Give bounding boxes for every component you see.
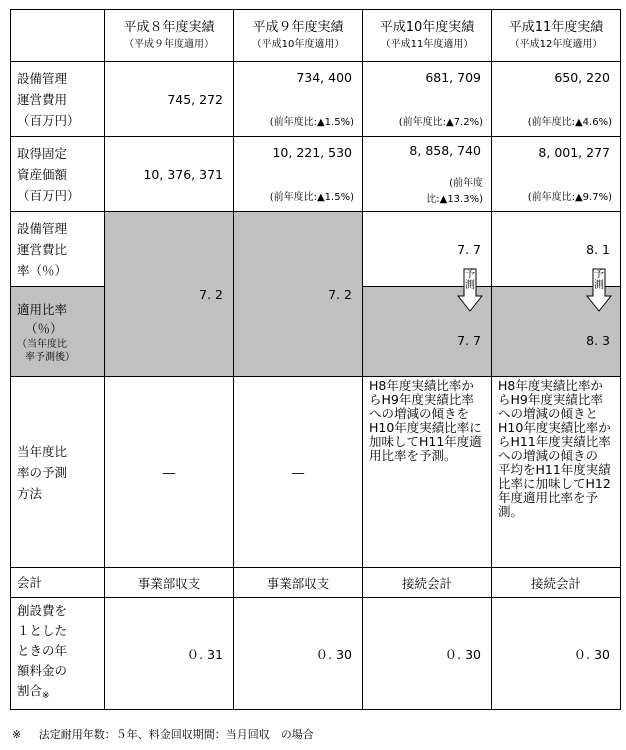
value: 8, 001, 277	[538, 145, 610, 160]
change-note: (前年度	[449, 178, 483, 189]
col-title: 平成10年度実績	[379, 19, 475, 35]
forecast-arrow-icon: 予 測	[457, 268, 483, 312]
footnote	[12, 726, 314, 742]
cell-value: ０. 30	[492, 598, 621, 710]
col-header-h11	[492, 10, 621, 62]
row-account	[11, 568, 621, 598]
corner-cell	[11, 10, 105, 62]
cell-value	[234, 137, 363, 212]
cell-value: 745, 272	[105, 62, 234, 137]
cell-value: 8. 1	[492, 212, 621, 287]
method-note-h11: H8年度実績比率か らH9年度実績比率 への増減の傾きと H10年度実績比率か らH11年度実績比率 への増減の傾きの 平均をH11年度実績 比率に加味してH12 年度適用比率を予 測。	[492, 377, 621, 568]
row-label-applied-ratio: 適用比率 （％） （当年度比 率予測後）	[11, 287, 105, 377]
cell-value: 接続会計	[492, 568, 621, 598]
cell-value-merged: 7. 2	[234, 212, 363, 377]
cell-value	[363, 137, 492, 212]
value: 734, 400	[296, 70, 352, 85]
forecast-arrow-icon: 予 測	[586, 268, 612, 312]
cell-value: ０. 30	[363, 598, 492, 710]
col-subtitle: （平成12年度適用）	[509, 38, 603, 50]
cell-value-merged: 7. 2	[105, 212, 234, 377]
row-label-share: 創設費を １とした ときの年 額料金の 割合$_※$	[11, 598, 105, 710]
change-note: (前年度比:▲1.5%)	[269, 117, 354, 128]
cell-dash: ―	[105, 377, 234, 568]
footnote-mark: ※	[12, 728, 22, 741]
change-note: (前年度比:▲7.2%)	[398, 117, 483, 128]
row-share	[11, 598, 621, 710]
change-note: (前年度比:▲9.7%)	[527, 192, 612, 203]
footnote-text: 法定耐用年数：５年、料金回収期間：当月回収 の場合	[38, 728, 314, 741]
row-label-operating-cost: 設備管理 運営費用 （百万円）	[11, 62, 105, 137]
row-label-fixed-assets: 取得固定 資産価額 （百万円）	[11, 137, 105, 212]
cell-value: 接続会計	[363, 568, 492, 598]
cell-value	[234, 62, 363, 137]
value: 10, 221, 530	[272, 145, 352, 160]
cell-value	[363, 62, 492, 137]
change-note: (前年度比:▲4.6%)	[527, 117, 612, 128]
row-operating-cost	[11, 62, 621, 137]
col-header-h10	[363, 10, 492, 62]
value: 681, 709	[425, 70, 481, 85]
row-method	[11, 377, 621, 568]
cell-value: 10, 376, 371	[105, 137, 234, 212]
row-label-cost-ratio: 設備管理 運営費比 率（％）	[11, 212, 105, 287]
col-title: 平成８年度実績	[123, 19, 215, 35]
col-title: 平成11年度実績	[508, 19, 604, 35]
col-subtitle: （平成10年度適用）	[251, 38, 345, 50]
col-header-h9	[234, 10, 363, 62]
cell-value: ０. 31	[105, 598, 234, 710]
data-table	[10, 9, 621, 710]
change-note: (前年度比:▲1.5%)	[269, 192, 354, 203]
cell-value	[492, 62, 621, 137]
row-label-account: 会計	[11, 568, 105, 598]
header-row	[11, 10, 621, 62]
col-header-h8	[105, 10, 234, 62]
col-title: 平成９年度実績	[252, 19, 344, 35]
cell-value: 7. 7	[363, 212, 492, 287]
cell-value: 事業部収支	[234, 568, 363, 598]
value: 650, 220	[554, 70, 610, 85]
col-subtitle: （平成11年度適用）	[380, 38, 474, 50]
change-note: 比:▲13.3%)	[426, 194, 483, 205]
row-fixed-assets	[11, 137, 621, 212]
row-label-method: 当年度比 率の予測 方法	[11, 377, 105, 568]
row-cost-ratio	[11, 212, 621, 287]
col-subtitle: （平成９年度適用）	[124, 38, 214, 50]
value: 8, 858, 740	[409, 143, 481, 158]
method-note-h10: H8年度実績比率か らH9年度実績比率 への増減の傾きを H10年度実績比率に 加味してH11年度適 用比率を予測。	[363, 377, 492, 568]
cell-value: 8. 3	[492, 287, 621, 377]
cell-value	[492, 137, 621, 212]
cell-value: ０. 30	[234, 598, 363, 710]
cell-value: 7. 7	[363, 287, 492, 377]
cell-dash: ―	[234, 377, 363, 568]
cell-value: 事業部収支	[105, 568, 234, 598]
